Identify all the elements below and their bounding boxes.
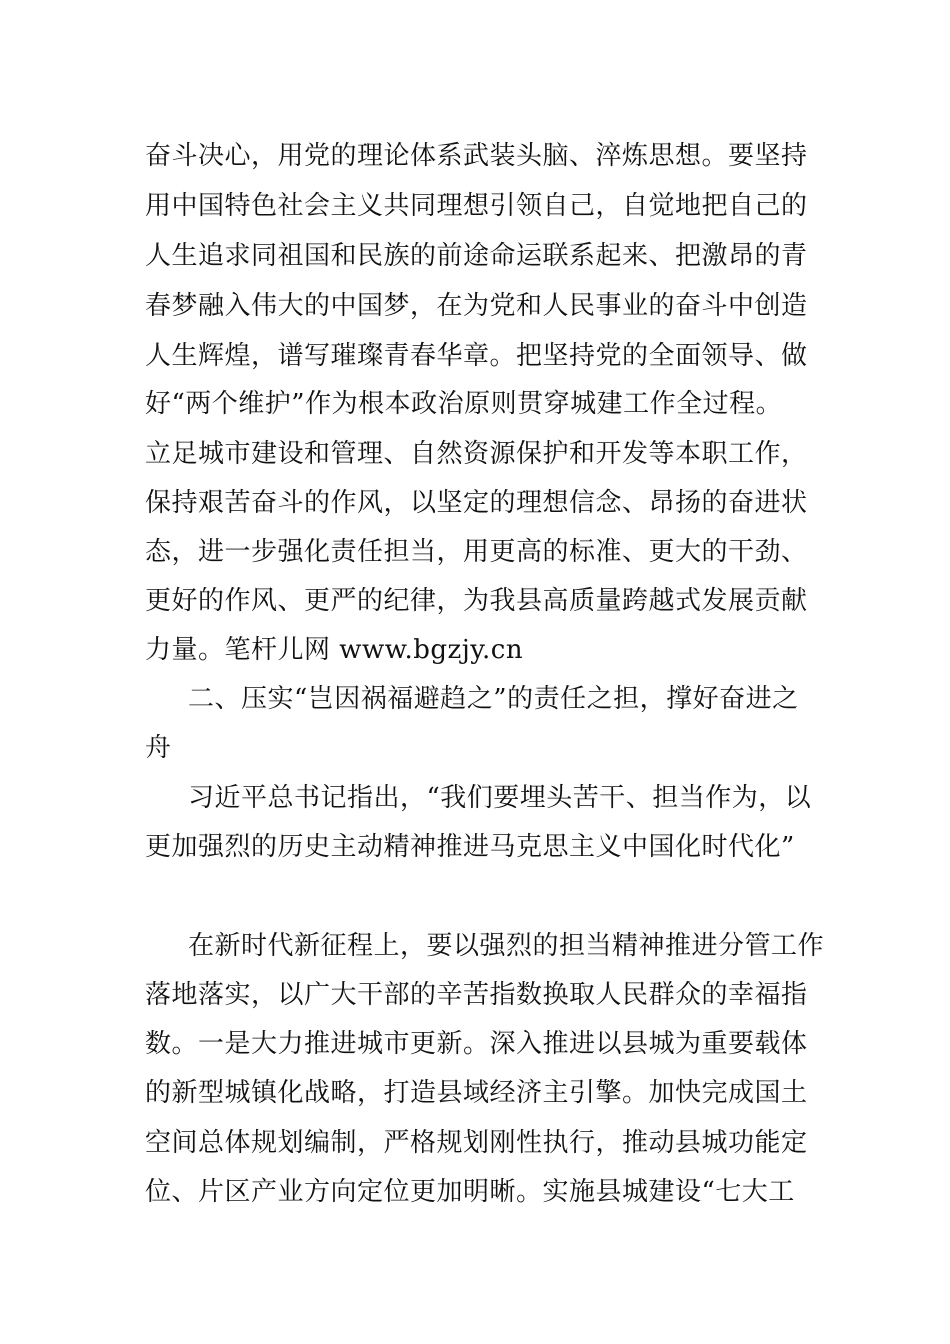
paragraph-line: 保持艰苦奋斗的作风，以坚定的理想信念、昂扬的奋进状 <box>145 488 808 518</box>
paragraph-line: 的新型城镇化战略，打造县域经济主引擎。加快完成国土 <box>145 1078 808 1108</box>
paragraph-line: 人生辉煌，谱写璀璨青春华章。把坚持党的全面领导、做 <box>145 341 808 371</box>
paragraph-line: 用中国特色社会主义共同理想引领自己，自觉地把自己的 <box>145 191 808 221</box>
paragraph-line: 更好的作风、更严的纪律，为我县高质量跨越式发展贡献 <box>145 586 808 616</box>
paragraph-line: 位、片区产业方向定位更加明晰。实施县城建设“七大工 <box>145 1177 795 1207</box>
paragraph-line: 更加强烈的历史主动精神推进马克思主义中国化时代化” <box>145 832 795 862</box>
paragraph-line: 奋斗决心，用党的理论体系武装头脑、淬炼思想。要坚持 <box>145 141 808 171</box>
section-heading-continuation: 舟 <box>145 733 172 763</box>
paragraph-line: 春梦融入伟大的中国梦，在为党和人民事业的奋斗中创造 <box>145 291 808 321</box>
paragraph-line: 好“两个维护”作为根本政治原则贯穿城建工作全过程。 <box>145 389 783 419</box>
paragraph-line: 空间总体规划编制，严格规划刚性执行，推动县城功能定 <box>145 1128 808 1158</box>
paragraph-line: 人生追求同祖国和民族的前途命运联系起来、把激昂的青 <box>145 241 808 271</box>
paragraph-line: 在新时代新征程上，要以强烈的担当精神推进分管工作 <box>188 931 825 961</box>
paragraph-line: 立足城市建设和管理、自然资源保护和开发等本职工作， <box>145 439 808 469</box>
paragraph-line: 数。一是大力推进城市更新。深入推进以县城为重要载体 <box>145 1029 808 1059</box>
paragraph-line: 态，进一步强化责任担当，用更高的标准、更大的干劲、 <box>145 537 808 567</box>
paragraph-line: 落地落实，以广大干部的辛苦指数换取人民群众的幸福指 <box>145 980 808 1010</box>
paragraph-line: 习近平总书记指出，“我们要埋头苦干、担当作为，以 <box>188 783 812 813</box>
paragraph-line: 力量。笔杆儿网 www.bgzjy.cn <box>145 635 524 665</box>
section-heading: 二、压实“岂因祸福避趋之”的责任之担，撑好奋进之 <box>188 684 799 714</box>
